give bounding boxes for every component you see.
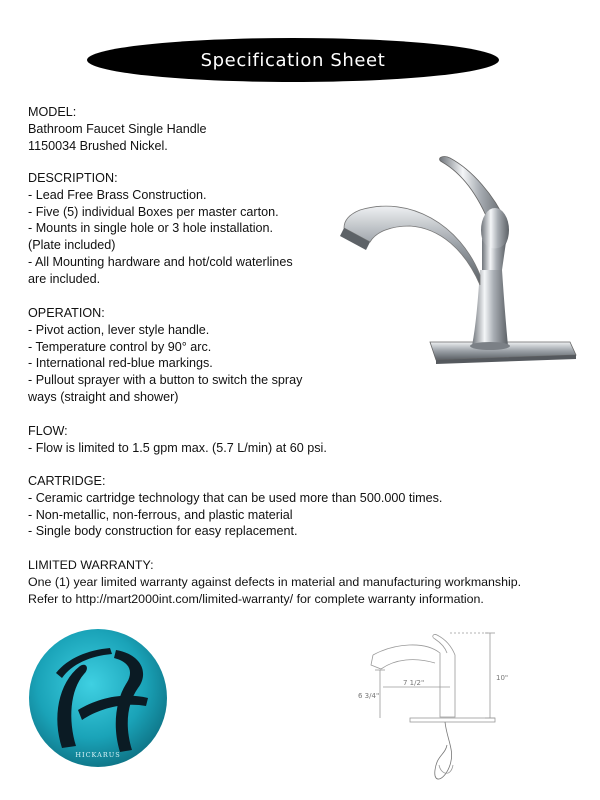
description-line: - All Mounting hardware and hot/cold waterlines <box>28 254 293 269</box>
dim-reach-label: 7 1/2" <box>403 679 425 687</box>
model-section <box>28 104 207 154</box>
cartridge-section <box>28 473 442 540</box>
cartridge-line: - Ceramic cartridge technology that can be used more than 500.000 times. <box>28 490 443 505</box>
flow-section <box>28 423 327 457</box>
warranty-line: Refer to http://mart2000int.com/limited-warranty/ for complete warranty information. <box>28 591 484 606</box>
flow-line: - Flow is limited to 1.5 gpm max. (5.7 L/min) at 60 psi. <box>28 440 327 455</box>
logo-text: HICKARUS <box>75 751 121 759</box>
description-line: (Plate included) <box>28 238 116 253</box>
dim-spout-height-label: 6 3/4" <box>358 692 380 700</box>
operation-line: - Pivot action, lever style handle. <box>28 322 210 337</box>
cartridge-line: - Single body construction for easy replacement. <box>28 524 298 539</box>
warranty-heading: LIMITED WARRANTY: <box>28 558 154 572</box>
model-heading: MODEL: <box>28 105 77 119</box>
operation-line: - International red-blue markings. <box>28 356 213 371</box>
dim-height-label: 10" <box>496 674 509 682</box>
description-line: - Lead Free Brass Construction. <box>28 187 207 202</box>
cartridge-line: - Non-metallic, non-ferrous, and plastic material <box>28 507 293 522</box>
hickarus-logo-icon <box>28 628 168 768</box>
model-line: Bathroom Faucet Single Handle <box>28 121 207 136</box>
operation-line: ways (straight and shower) <box>28 389 179 404</box>
description-line: - Five (5) individual Boxes per master carton. <box>28 204 279 219</box>
description-heading: DESCRIPTION: <box>28 171 118 185</box>
operation-line: - Temperature control by 90° arc. <box>28 339 212 354</box>
operation-line: - Pullout sprayer with a button to switch the spray <box>28 373 303 388</box>
cartridge-heading: CARTRIDGE: <box>28 474 106 488</box>
description-section <box>28 170 293 288</box>
title-banner <box>87 38 499 82</box>
faucet-dimension-drawing-icon <box>355 625 530 795</box>
description-line: - Mounts in single hole or 3 hole installation. <box>28 221 274 236</box>
operation-section <box>28 305 302 406</box>
warranty-section <box>28 557 521 607</box>
warranty-line: One (1) year limited warranty against defects in material and manufacturing workmanship. <box>28 574 522 589</box>
faucet-photo-icon <box>330 150 580 375</box>
page-title: Specification Sheet <box>200 49 386 71</box>
description-line: are included. <box>28 271 101 286</box>
model-line: 1150034 Brushed Nickel. <box>28 138 168 153</box>
flow-heading: FLOW: <box>28 424 68 438</box>
operation-heading: OPERATION: <box>28 306 105 320</box>
